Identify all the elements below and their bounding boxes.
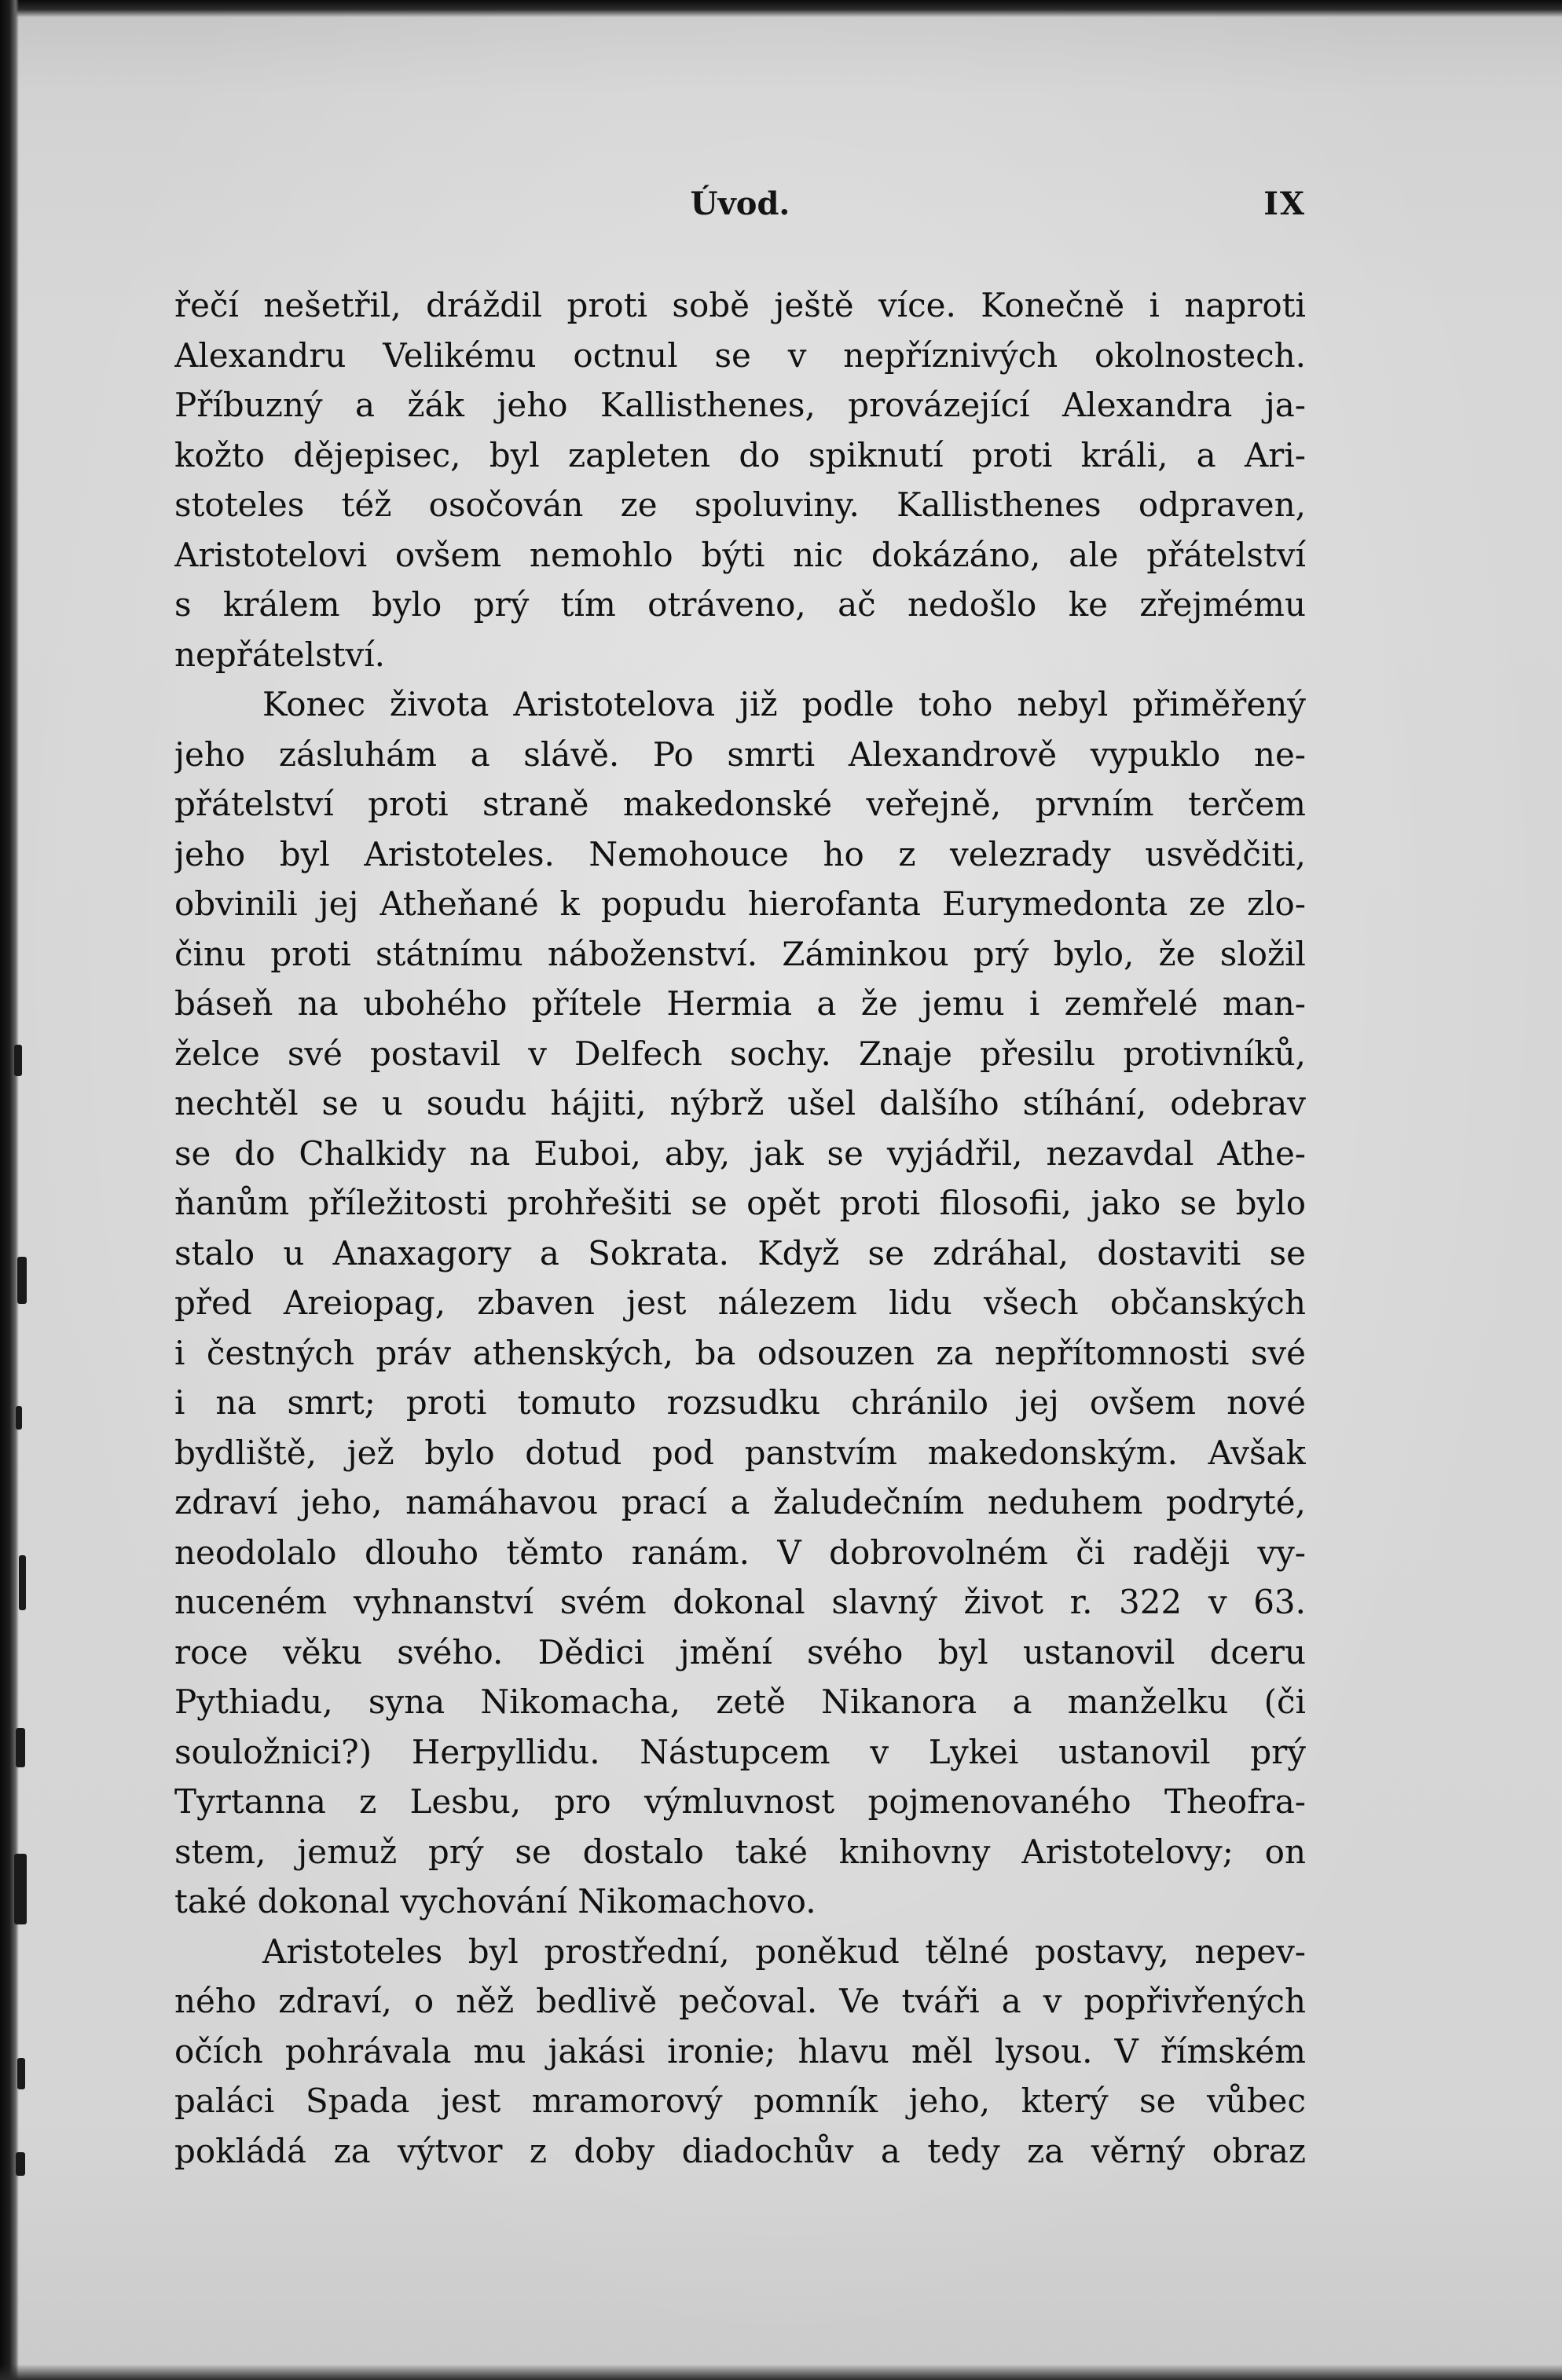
text-line: zdraví jeho, namáhavou prací a žaludečním neduhem podryté, — [174, 1483, 1306, 1521]
text-line: se do Chalkidy na Euboi, aby, jak se vyjádřil, nezavdal Athe- — [174, 1133, 1306, 1173]
text-line: činu proti státnímu náboženství. Záminkou prý bylo, že složil — [174, 934, 1306, 973]
text-line: paláci Spada jest mramorový pomník jeho, který se vůbec — [174, 2082, 1306, 2120]
text-line: neodolalo dlouho těmto ranám. V dobrovolném či raději vy- — [174, 1532, 1306, 1572]
text-line: stoteles též osočován ze spoluviny. Kallisthenes odpraven, — [174, 485, 1306, 524]
text-line: jeho byl Aristoteles. Nemohouce ho z velezrady usvědčiti, — [174, 834, 1306, 873]
paragraph — [174, 1927, 1306, 2177]
text-line: i čestných práv athenských, ba odsouzen za nepřítomnosti své — [174, 1333, 1306, 1372]
paragraph — [174, 280, 1306, 679]
text-line: řečí nešetřil, dráždil proti sobě ještě více. Konečně i naproti — [174, 286, 1306, 324]
gutter-speck — [17, 1257, 27, 1304]
text-line: s králem bylo prý tím otráveno, ač nedošlo ke zřejmému — [174, 585, 1306, 624]
text-line: Konec života Aristotelova již podle toho nebyl přiměřený — [262, 685, 1306, 723]
text-line: Příbuzný a žák jeho Kallisthenes, provázející Alexandra ja- — [174, 386, 1306, 424]
text-line: nepřátelství. — [174, 635, 386, 674]
text-line: Tyrtanna z Lesbu, pro výmluvnost pojmenovaného Theofra- — [174, 1782, 1306, 1821]
text-line: želce své postavil v Delfech sochy. Znaje přesilu protivníků, — [174, 1034, 1306, 1073]
text-line: nechtěl se u soudu hájiti, nýbrž ušel dalšího stíhání, odebrav — [174, 1084, 1306, 1122]
text-line: Alexandru Velikému octnul se v nepříznivých okolnostech. — [174, 335, 1306, 375]
text-line: také dokonal vychování Nikomachovo. — [174, 1882, 816, 1920]
text-line: i na smrt; proti tomuto rozsudku chránilo jej ovšem nové — [174, 1383, 1306, 1422]
running-title: Úvod. — [690, 185, 790, 222]
scan-bottom-edge — [0, 2364, 1562, 2380]
gutter-speck — [14, 1854, 27, 1924]
text-line: ného zdraví, o něž bedlivě pečoval. Ve tváři a v popřivřených — [174, 1982, 1306, 2020]
text-line: před Areiopag, zbaven jest nálezem lidu všech občanských — [174, 1283, 1306, 1322]
gutter-speck — [19, 1555, 26, 1610]
text-line: nuceném vyhnanství svém dokonal slavný život r. 322 v 63. — [174, 1583, 1306, 1621]
text-line: kožto dějepisec, byl zapleten do spiknutí proti králi, a Ari- — [174, 435, 1306, 474]
text-line: přátelství proti straně makedonské veřejně, prvním terčem — [174, 785, 1306, 823]
text-line: pokládá za výtvor z doby diadochův a tedy za věrný obraz — [174, 2131, 1306, 2170]
gutter-speck — [17, 2058, 25, 2089]
text-line: roce věku svého. Dědici jmění svého byl ustanovil dceru — [174, 1632, 1306, 1671]
text-line: Aristoteles byl prostřední, poněkud tělné postavy, nepev- — [262, 1931, 1306, 1971]
scan-top-edge — [0, 0, 1562, 17]
paragraph — [174, 679, 1306, 1927]
text-line: jeho zásluhám a slávě. Po smrti Alexandrově vypuklo ne- — [174, 734, 1306, 774]
text-line: stem, jemuž prý se dostalo také knihovny Aristotelovy; on — [174, 1832, 1306, 1871]
text-line: ňanům příležitosti prohřešiti se opět proti filosofii, jako se bylo — [174, 1184, 1306, 1222]
text-line: Pythiadu, syna Nikomacha, zetě Nikanora a manželku (či — [174, 1682, 1306, 1721]
text-line: bydliště, jež bylo dotud pod panstvím makedonským. Avšak — [174, 1433, 1306, 1472]
page-number: IX — [1263, 185, 1306, 222]
text-line: báseň na ubohého přítele Hermia a že jemu i zemřelé man- — [174, 984, 1306, 1023]
text-line: obvinili jej Atheňané k popudu hierofanta Eurymedonta ze zlo- — [174, 884, 1306, 923]
gutter-speck — [16, 1406, 22, 1430]
text-line: souložnici?) Herpyllidu. Nástupcem v Lykei ustanovil prý — [174, 1732, 1306, 1771]
gutter-speck — [14, 1045, 22, 1076]
text-line: Aristotelovi ovšem nemohlo býti nic dokázáno, ale přátelství — [174, 535, 1306, 574]
gutter-speck — [16, 2152, 25, 2176]
body-text — [174, 280, 1306, 2176]
running-header — [174, 181, 1306, 228]
text-line: očích pohrávala mu jakási ironie; hlavu měl lysou. V římském — [174, 2031, 1306, 2071]
gutter-speck — [16, 1728, 25, 1767]
text-line: stalo u Anaxagory a Sokrata. Když se zdráhal, dostaviti se — [174, 1233, 1306, 1272]
book-binding-edge — [0, 0, 19, 2380]
